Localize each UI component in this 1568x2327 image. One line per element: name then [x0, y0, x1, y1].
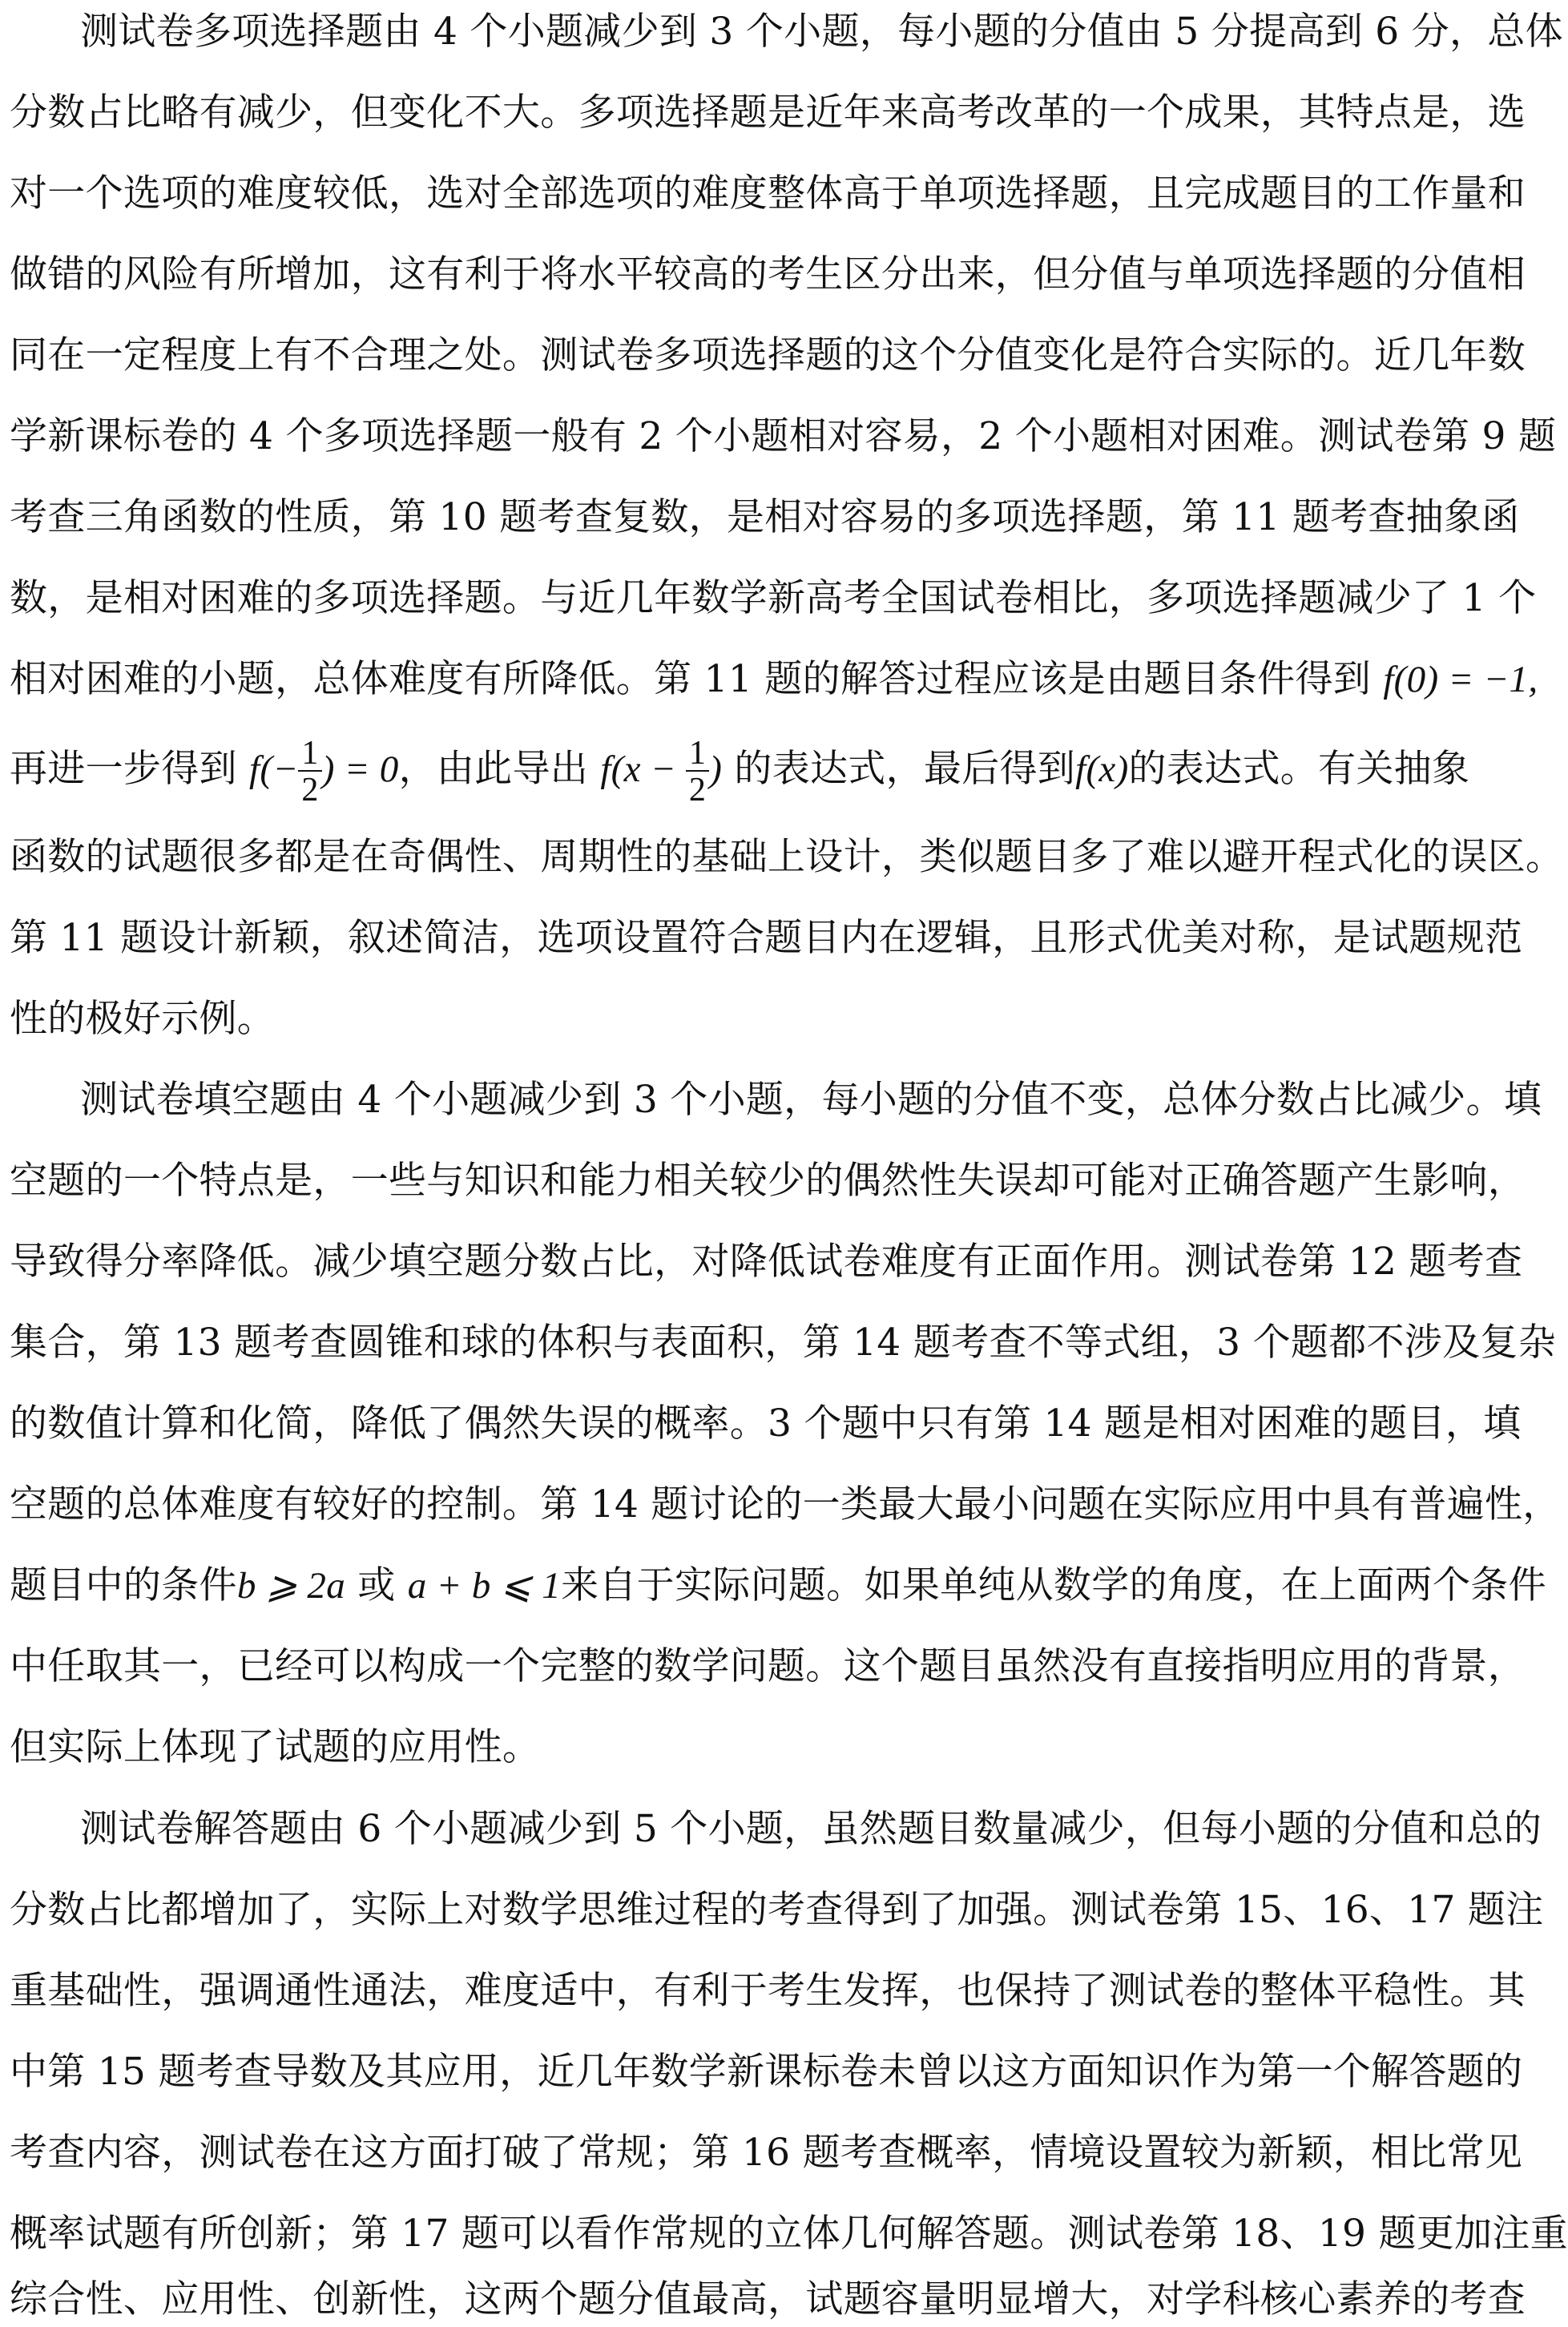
text-segment: 的表达式。有关抽象	[1128, 747, 1470, 791]
text-line: 第 11 题设计新颖，叙述简洁，选项设置符合题目内在逻辑，且形式优美对称，是试题规范	[10, 916, 1523, 960]
math-expression: a + b ⩽ 1	[407, 1565, 562, 1607]
text-line: 中任取其一，已经可以构成一个完整的数学问题。这个题目虽然没有直接指明应用的背景，	[10, 1644, 1526, 1688]
text-line: 学新课标卷的 4 个多项选择题一般有 2 个小题相对容易，2 个小题相对困难。测试卷第 9 题	[10, 414, 1557, 458]
fraction-numerator: 1	[686, 736, 709, 772]
text-line: 考查三角函数的性质，第 10 题考查复数，是相对容易的多项选择题，第 11 题考查抽象函	[10, 495, 1520, 539]
text-segment: 相对困难的小题，总体难度有所降低。第 11 题的解答过程应该是由题目条件得到	[10, 657, 1384, 701]
math-expression: )	[709, 748, 723, 790]
text-line: 分数占比都增加了，实际上对数学思维过程的考查得到了加强。测试卷第 15、16、17 题注	[10, 1888, 1544, 1932]
fraction-denominator: 2	[688, 772, 707, 809]
math-expression: f(x −	[600, 748, 686, 790]
text-line-with-fractions	[10, 725, 1470, 813]
text-line: 测试卷填空题由 4 个小题减少到 3 个小题，每小题的分值不变，总体分数占比减少。填	[80, 1078, 1542, 1122]
text-segment: ，由此导出	[398, 747, 601, 791]
math-expression: f(−	[249, 748, 299, 790]
fraction-one-half	[298, 736, 321, 807]
text-line: 概率试题有所创新；第 17 题可以看作常规的立体几何解答题。测试卷第 18、19 题更加注重	[10, 2212, 1568, 2256]
text-line: 导致得分率降低。减少填空题分数占比，对降低试卷难度有正面作用。测试卷第 12 题考查	[10, 1240, 1523, 1284]
text-line: 综合性、应用性、创新性，这两个题分值最高，试题容量明显增大，对学科核心素养的考查	[10, 2277, 1526, 2321]
text-line: 函数的试题很多都是在奇偶性、周期性的基础上设计，类似题目多了难以避开程式化的误区。	[10, 835, 1564, 879]
fraction-denominator: 2	[301, 772, 319, 809]
text-line: 分数占比略有减少，但变化不大。多项选择题是近年来高考改革的一个成果，其特点是，选	[10, 91, 1526, 135]
text-line: 测试卷解答题由 6 个小题减少到 5 个小题，虽然题目数量减少，但每小题的分值和总的	[80, 1807, 1542, 1851]
text-line	[10, 1562, 1546, 1610]
text-line: 考查内容，测试卷在这方面打破了常规；第 16 题考查概率，情境设置较为新颖，相比常见	[10, 2131, 1523, 2175]
math-expression: ) = 0	[321, 748, 399, 790]
text-line: 测试卷多项选择题由 4 个小题减少到 3 个小题，每小题的分值由 5 分提高到 6 分，总体	[80, 10, 1563, 54]
text-line: 的数值计算和化简，降低了偶然失误的概率。3 个题中只有第 14 题是相对困难的题目，填	[10, 1401, 1522, 1446]
text-segment: 来自于实际问题。如果单纯从数学的角度，在上面两个条件	[561, 1563, 1546, 1607]
text-segment: 再进一步得到	[10, 747, 250, 791]
text-line: 空题的一个特点是，一些与知识和能力相关较少的偶然性失误却可能对正确答题产生影响，	[10, 1159, 1526, 1203]
fraction-one-half	[686, 736, 709, 807]
text-line: 同在一定程度上有不合理之处。测试卷多项选择题的这个分值变化是符合实际的。近几年数	[10, 333, 1526, 377]
text-line: 但实际上体现了试题的应用性。	[10, 1725, 541, 1769]
text-line: 空题的总体难度有较好的控制。第 14 题讨论的一类最大最小问题在实际应用中具有普遍性，	[10, 1482, 1561, 1526]
text-segment: 或	[345, 1563, 408, 1607]
text-segment: 题目中的条件	[10, 1563, 237, 1607]
text-line	[10, 655, 1538, 704]
text-line: 性的极好示例。	[10, 997, 276, 1041]
text-segment: 的表达式，最后得到	[722, 747, 1076, 791]
text-line: 集合，第 13 题考查圆锥和球的体积与表面积，第 14 题考查不等式组，3 个题都不涉及复杂	[10, 1321, 1557, 1365]
math-expression: b ⩾ 2a	[236, 1565, 345, 1607]
fraction-numerator: 1	[298, 736, 321, 772]
text-line: 重基础性，强调通性通法，难度适中，有利于考生发挥，也保持了测试卷的整体平稳性。其	[10, 1969, 1526, 2013]
text-line: 数，是相对困难的多项选择题。与近几年数学新高考全国试卷相比，多项选择题减少了 1 个	[10, 576, 1537, 620]
text-line: 中第 15 题考查导数及其应用，近几年数学新课标卷未曾以这方面知识作为第一个解答题的	[10, 2050, 1523, 2094]
text-line: 对一个选项的难度较低，选对全部选项的难度整体高于单项选择题，且完成题目的工作量和	[10, 171, 1526, 216]
text-line: 做错的风险有所增加，这有利于将水平较高的考生区分出来，但分值与单项选择题的分值相	[10, 252, 1526, 296]
math-expression: f(x)	[1075, 748, 1129, 790]
math-expression: f(0) = −1,	[1383, 659, 1538, 700]
